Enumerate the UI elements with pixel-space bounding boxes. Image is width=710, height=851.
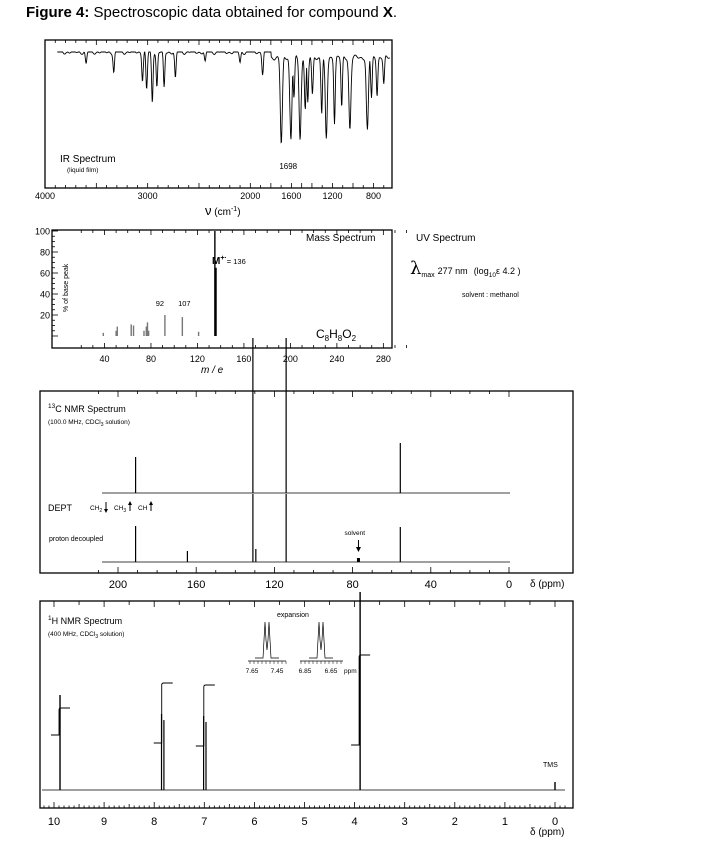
ms-x-tick-label: 40 [99, 354, 110, 364]
ir-unit-text: (cm [214, 207, 231, 218]
uv-solvent: solvent : methanol [462, 292, 519, 299]
h1-panel [40, 592, 573, 838]
expansion-tick-label: 7.45 [270, 668, 284, 675]
ir-subtitle: (liquid film) [67, 167, 99, 174]
h1-x-tick-label: 4 [351, 816, 358, 828]
c13-x-tick-label: 80 [346, 579, 359, 591]
uv-block [410, 233, 520, 299]
ms-y-tick-label: 100 [34, 226, 50, 237]
ms-x-tick-label: 160 [236, 354, 252, 364]
ms-x-tick-label: 280 [375, 354, 391, 364]
dept-legend-name: CH [138, 505, 148, 512]
ms-m-value: = 136 [226, 257, 246, 266]
ir-x-tick-label: 1600 [281, 191, 302, 201]
c13-x-tick-label: 40 [424, 579, 437, 591]
compound-name: X [382, 4, 393, 21]
figure-caption: Spectroscopic data obtained for compound [93, 4, 379, 21]
dept-label: DEPT [48, 503, 73, 513]
uv-lambda-line [410, 258, 520, 279]
expansion-doublet-2 [309, 622, 333, 658]
h1-integrals [51, 655, 370, 746]
expansion-label: expansion [277, 612, 309, 619]
dept-legend-sub: 2 [99, 508, 103, 514]
h1-x-tick-label: 0 [551, 816, 559, 828]
tms-label: TMS [543, 762, 558, 769]
expansion-tick-label: 7.65 [245, 668, 259, 675]
ms-molecular-ion [212, 255, 246, 267]
ms-y-tick-labels [35, 227, 50, 321]
c13-tick-marks [98, 391, 509, 573]
ms-peaks [103, 231, 216, 336]
ms-y-tick-label: 80 [39, 247, 50, 258]
solvent-arrow-head [356, 547, 361, 552]
uv-log-a: (log [473, 266, 489, 276]
h1-x-tick-label: 3 [401, 816, 408, 828]
c13-title-sup: 13 [48, 403, 56, 410]
ir-unit-close: ) [237, 207, 241, 218]
formula-o: O [342, 327, 352, 341]
expansion-unit: ppm [344, 668, 357, 675]
ms-formula [316, 327, 357, 343]
expansion-tick-label: 6.85 [298, 668, 312, 675]
ms-y-tick-label: 60 [39, 268, 50, 279]
ms-tick-marks [52, 230, 407, 348]
dept-legend-sub: 3 [123, 508, 127, 514]
ir-x-tick-label: 3000 [137, 191, 158, 201]
h1-x-unit: δ (ppm) [530, 827, 565, 838]
h1-title-sup: 1 [48, 615, 52, 622]
c13-x-unit: δ (ppm) [530, 579, 565, 590]
figure-label: Figure 4: [26, 4, 90, 21]
ms-m-charge: +· [220, 255, 227, 262]
ms-peak-label: 92 [155, 299, 165, 308]
dept-arrowhead [104, 509, 108, 513]
uv-lambda-symbol: λ [410, 258, 422, 279]
solvent-label: solvent [344, 530, 366, 537]
h1-x-tick-label: 7 [201, 816, 208, 828]
dept-legend [90, 501, 153, 514]
c13-x-tick-labels [109, 579, 512, 591]
c13-panel [40, 338, 573, 591]
ms-x-tick-label: 120 [189, 354, 205, 364]
h1-integral-curve [154, 683, 173, 743]
formula-o-sub: 2 [351, 334, 357, 343]
ms-y-axis-label: % of base peak [63, 263, 70, 312]
ir-annotation-1698: 1698 [279, 162, 298, 171]
ms-title: Mass Spectrum [306, 233, 376, 244]
expansion-doublet-1 [255, 622, 279, 658]
c13-subtitle-a: (100.0 MHz, CDCl [48, 419, 101, 426]
h1-subtitle-sub: 3 [95, 634, 99, 640]
h1-peaks [60, 592, 555, 790]
uv-lambda-sub: max [421, 272, 435, 279]
ms-y-tick-label: 20 [39, 310, 50, 321]
ms-x-axis-label: m / e [201, 365, 224, 376]
c13-x-tick-label: 200 [108, 579, 128, 591]
dept-arrowhead [128, 501, 132, 505]
h1-x-tick-label: 5 [301, 816, 308, 828]
h1-x-tick-label: 8 [151, 816, 158, 828]
uv-log-b: ε 4.2 ) [495, 266, 521, 276]
c13-subtitle [48, 419, 130, 428]
ir-panel [35, 40, 392, 218]
dept-legend-label [138, 505, 148, 512]
c13-subtitle-b: solution) [103, 419, 130, 426]
c13-subtitle-sub: 3 [100, 422, 104, 428]
dept-legend-label [90, 505, 102, 514]
c13-x-tick-label: 0 [505, 579, 513, 591]
ir-x-tick-labels [35, 191, 381, 201]
ir-unit-sup: -1 [230, 206, 238, 213]
formula-c-sub: 8 [324, 334, 330, 343]
h1-x-tick-labels [48, 816, 558, 828]
h1-title-text: H NMR Spectrum [51, 616, 123, 626]
decoupled-peaks [136, 494, 401, 562]
ir-x-tick-label: 800 [366, 191, 382, 201]
ms-x-tick-label: 200 [282, 354, 298, 364]
dept-legend-label [114, 505, 126, 514]
caption-period: . [392, 4, 398, 21]
ms-x-tick-label: 80 [145, 354, 156, 364]
c13-x-tick-label: 120 [265, 579, 284, 591]
formula-h: H [329, 327, 338, 341]
h1-x-tick-label: 9 [101, 816, 108, 828]
dept-peaks [136, 338, 401, 493]
h1-x-tick-label: 10 [47, 816, 61, 828]
h1-x-tick-label: 1 [501, 816, 508, 828]
c13-x-tick-label: 160 [187, 579, 206, 591]
h1-x-tick-label: 6 [251, 816, 258, 828]
decoupled-label: proton decoupled [49, 536, 104, 543]
expansion-inset [246, 622, 357, 675]
dept-arrowhead [149, 501, 153, 505]
ms-peak-label: 107 [178, 299, 191, 308]
ir-trace [57, 52, 390, 142]
dept-legend-name: CH [90, 505, 100, 512]
ms-x-tick-label: 240 [329, 354, 345, 364]
formula-c: C [316, 327, 325, 341]
formula-h-sub: 8 [337, 334, 343, 343]
ir-nu: ν [205, 203, 212, 218]
uv-title: UV Spectrum [416, 233, 476, 244]
ms-peak-labels [156, 299, 191, 308]
ms-panel [35, 227, 407, 377]
ir-title: IR Spectrum [60, 154, 116, 165]
h1-subtitle-b: solution) [98, 631, 125, 638]
uv-log-sub: 10 [488, 272, 496, 279]
h1-subtitle-a: (400 MHz, CDCl [48, 631, 96, 638]
dept-legend-name: CH [114, 505, 124, 512]
h1-integral-curve [196, 685, 215, 746]
uv-lambda-value: 277 nm [437, 266, 468, 276]
h1-subtitle [48, 631, 124, 640]
c13-title-text: C NMR Spectrum [55, 404, 126, 414]
ms-frame [52, 230, 392, 348]
h1-title [48, 615, 122, 626]
ms-x-tick-labels [99, 354, 390, 364]
expansion-tick-label: 6.65 [324, 668, 338, 675]
ms-y-tick-label: 40 [39, 289, 50, 300]
h1-x-tick-label: 2 [451, 816, 458, 828]
ir-x-tick-label: 4000 [34, 191, 56, 201]
ir-x-tick-label: 1200 [322, 191, 343, 201]
ir-x-tick-label: 2000 [240, 191, 261, 201]
c13-title [48, 403, 126, 414]
solvent-arrow [356, 540, 361, 552]
ir-x-axis-label [205, 203, 241, 218]
ms-m-symbol: M [212, 256, 221, 267]
